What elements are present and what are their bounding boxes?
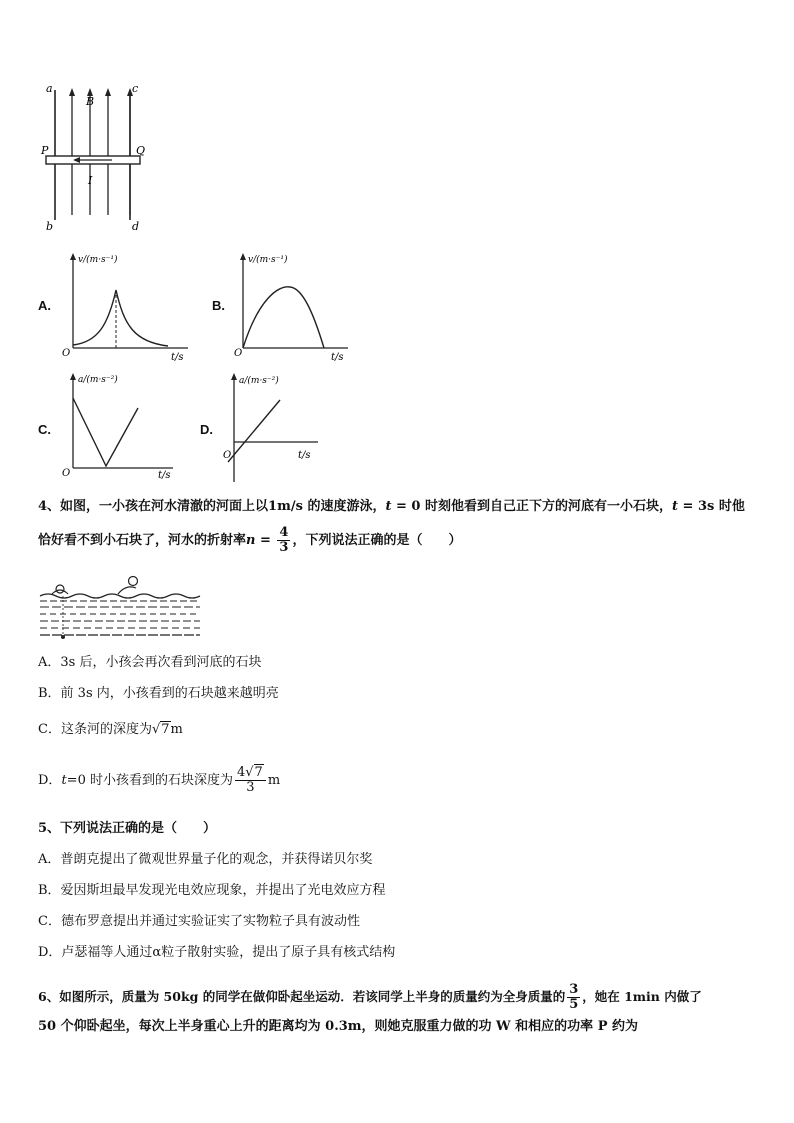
q4-depth-fraction: $\frac{4√7}{3}$ — [235, 766, 266, 795]
q5-option-d: D．卢瑟福等人通过α粒子散射实验，提出了原子具有核式结构 — [38, 945, 396, 960]
label-i: I — [88, 174, 93, 187]
label-b-field: B — [86, 95, 95, 108]
q6-stem-line1: 6、如图所示，质量为 50kg 的同学在做仰卧起坐运动．若该同学上半身的质量约为全身质量的 $\frac{3}{5}$ ，她在 1min 内做了 — [38, 982, 702, 1012]
q4-stem-line1: 4、如图，一小孩在河水清澈的河面上以1m/s 的速度游泳，t = 0 时刻他看到自己正下方的河底有一小石块，t = 3s 时他 — [38, 499, 745, 514]
label-p: P — [41, 144, 49, 157]
q5-option-c: C．德布罗意提出并通过实验证实了实物粒子具有波动性 — [38, 914, 360, 929]
q5-stem: 5、下列说法正确的是（ ） — [38, 821, 217, 836]
q4-refractive-fraction: $\frac{4}{3}$ — [279, 525, 289, 555]
label-c: c — [132, 82, 139, 95]
graph-d — [220, 370, 330, 488]
q4-option-b: B．前 3s 内，小孩看到的石块越来越明亮 — [38, 686, 279, 701]
graph-b — [228, 250, 358, 362]
q4-option-c: C．这条河的深度为√7m — [38, 722, 183, 737]
graph-c — [58, 368, 188, 480]
q4-sqrt-7: √7 — [151, 722, 170, 737]
graph-d-ylabel: a/(m·s⁻²) — [239, 376, 279, 386]
graph-d-origin: O — [223, 450, 232, 461]
q4-stem-line2: 恰好看不到小石块了，河水的折射率n = $\frac{4}{3}$ ，下列说法正确的是（ ） — [38, 525, 462, 555]
label-q: Q — [136, 144, 146, 157]
option-d-letter: D. — [200, 422, 213, 437]
label-b: b — [46, 220, 54, 233]
river-figure — [38, 572, 204, 644]
graph-b-origin: O — [234, 348, 243, 359]
label-a: a — [46, 82, 53, 95]
graph-a-ylabel: v/(m·s⁻¹) — [78, 255, 118, 265]
option-b-letter: B. — [212, 298, 225, 313]
graph-c-origin: O — [62, 468, 71, 479]
rail-rod-figure — [40, 80, 150, 235]
q6-mass-fraction: $\frac{3}{5}$ — [569, 982, 579, 1012]
graph-b-ylabel: v/(m·s⁻¹) — [248, 255, 288, 265]
graph-a-xlabel: t/s — [171, 352, 184, 362]
graph-a — [58, 250, 198, 362]
graph-c-xlabel: t/s — [158, 470, 171, 480]
q5-option-b: B．爱因斯坦最早发现光电效应现象，并提出了光电效应方程 — [38, 883, 386, 898]
graph-a-origin: O — [62, 348, 71, 359]
option-c-letter: C. — [38, 422, 51, 437]
label-d: d — [132, 220, 140, 233]
q4-option-a: A．3s 后，小孩会再次看到河底的石块 — [38, 655, 262, 670]
graph-d-xlabel: t/s — [298, 450, 311, 461]
q6-stem-line2: 50 个仰卧起坐，每次上半身重心上升的距离均为 0.3m，则她克服重力做的功 W 和相应的功率 P 约为 — [38, 1019, 638, 1034]
option-a-letter: A. — [38, 298, 51, 313]
q4-option-d: D．t=0 时小孩看到的石块深度为 $\frac{4√7}{3}$ m — [38, 765, 281, 795]
q5-option-a: A．普朗克提出了微观世界量子化的观念，并获得诺贝尔奖 — [38, 852, 373, 867]
graph-b-xlabel: t/s — [331, 352, 344, 362]
graph-c-ylabel: a/(m·s⁻²) — [78, 375, 118, 385]
